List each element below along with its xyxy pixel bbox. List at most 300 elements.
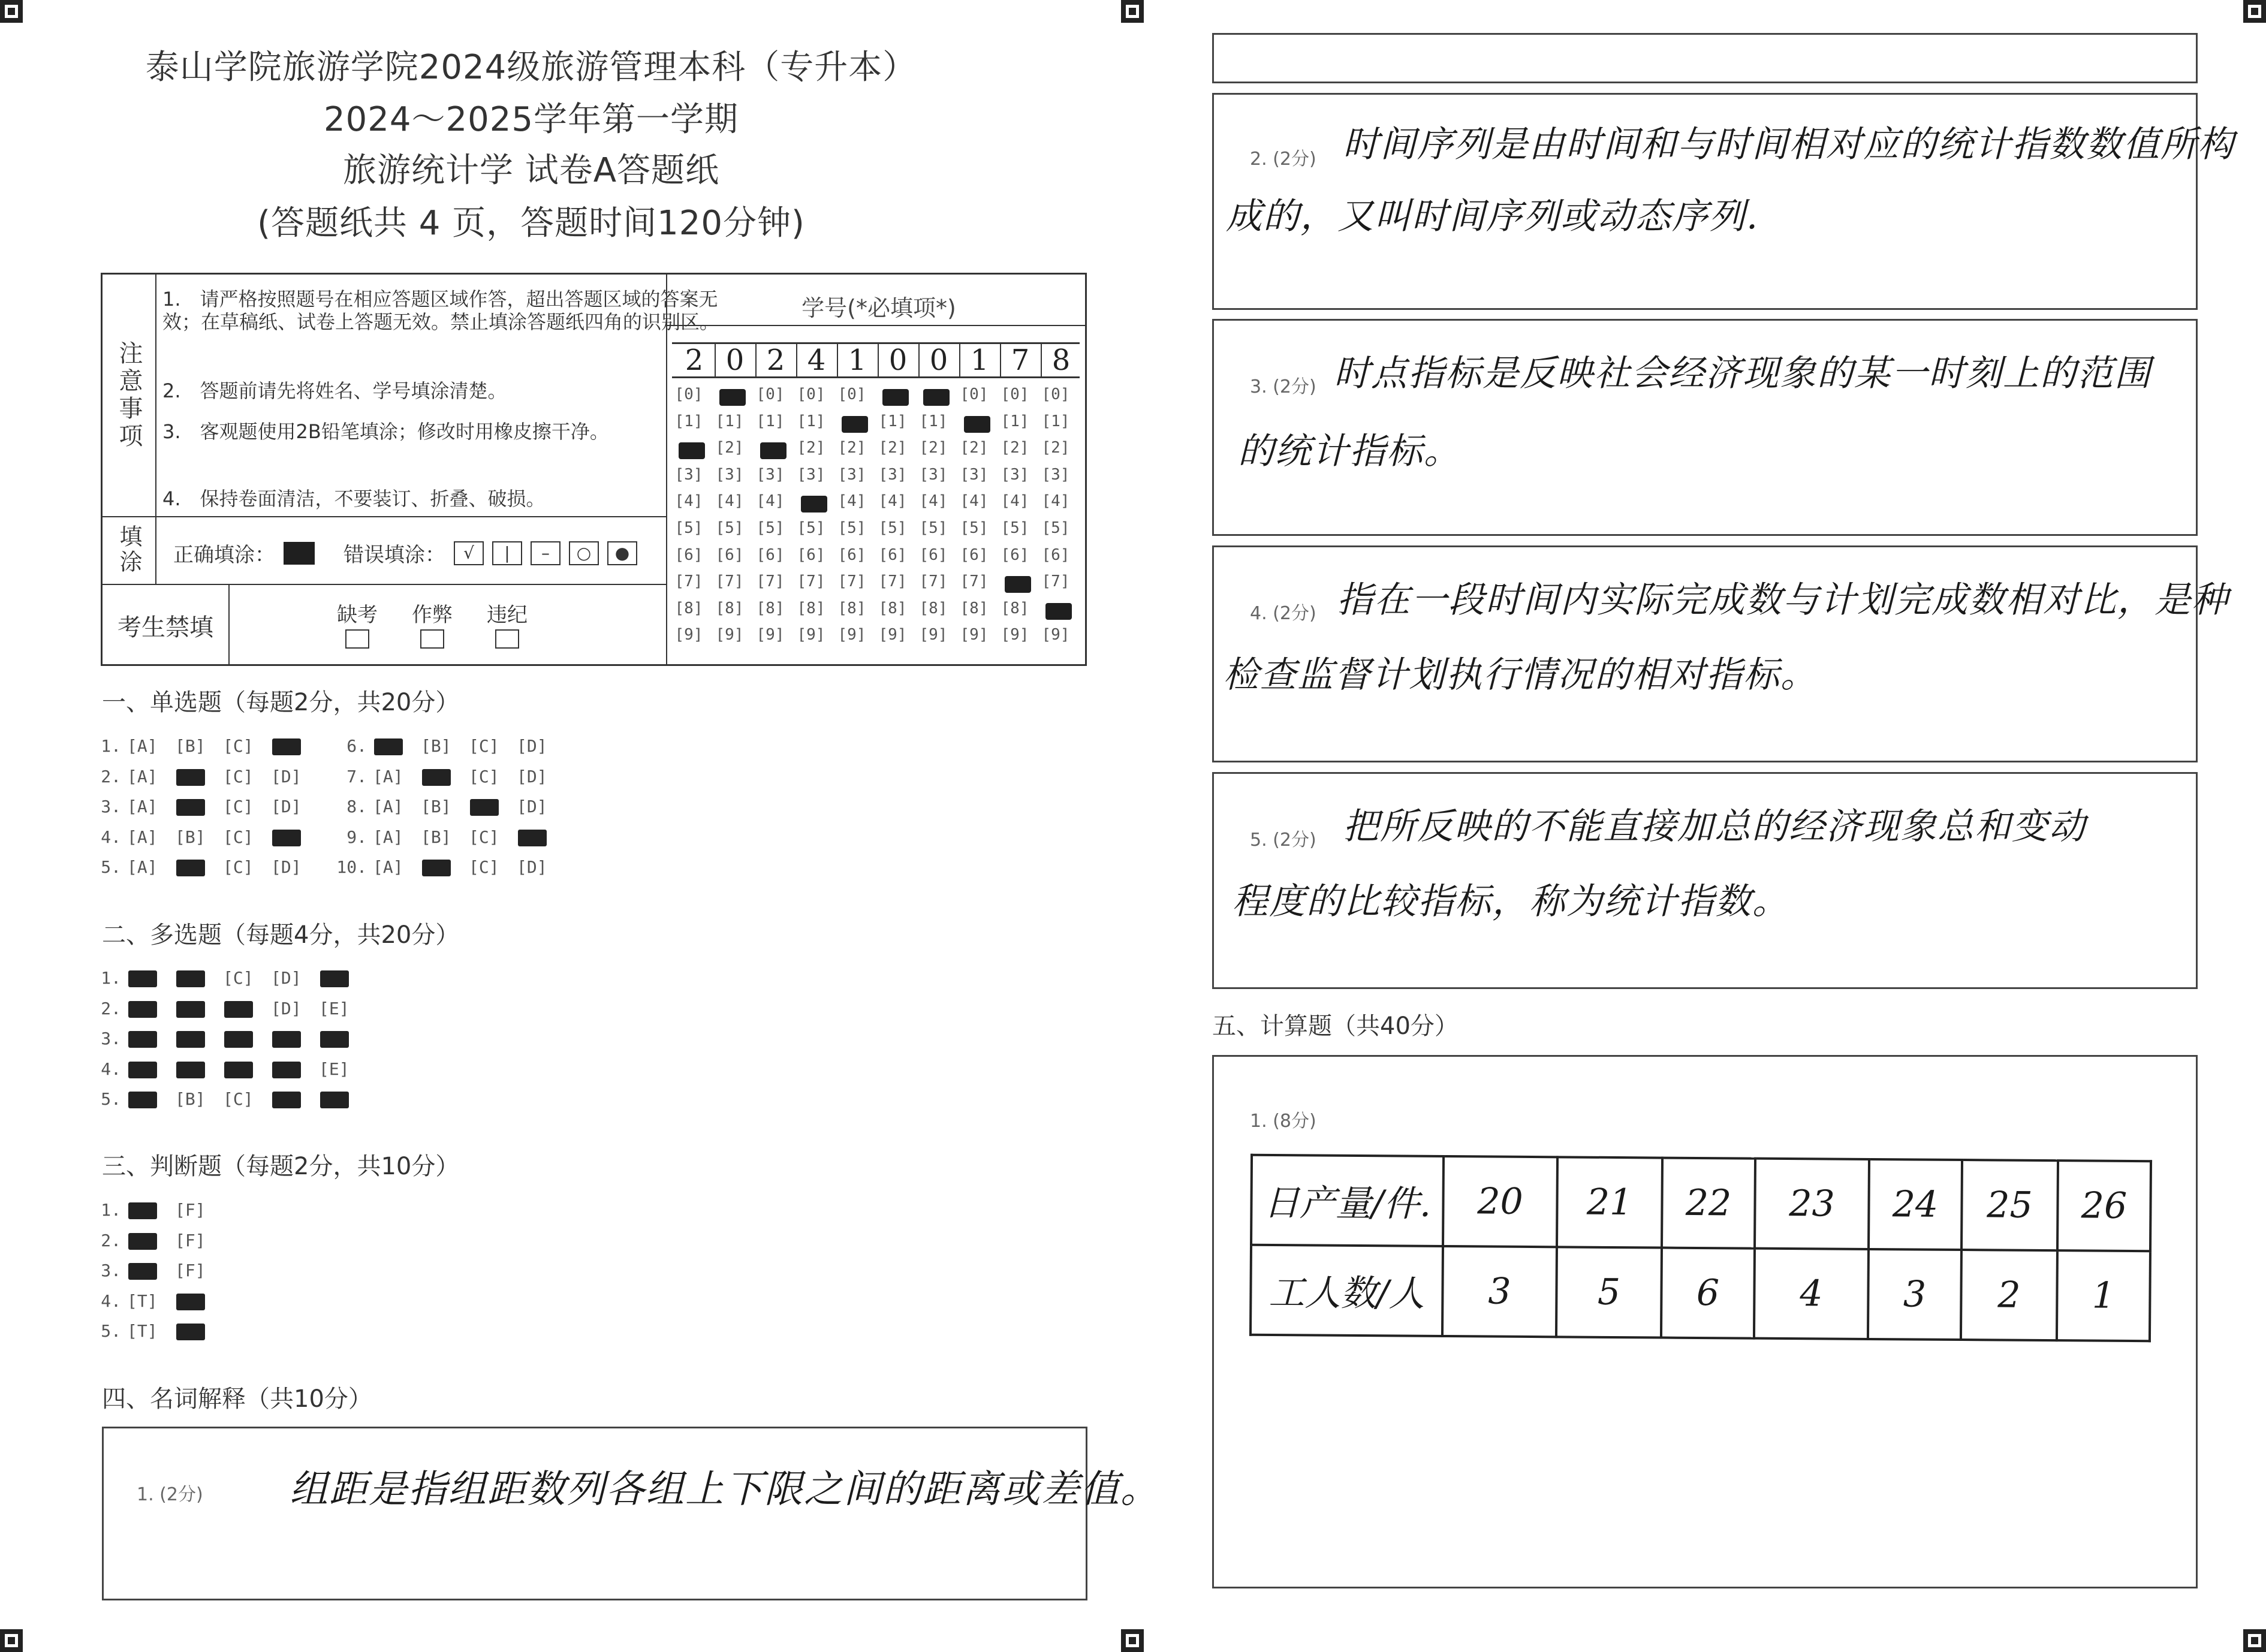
student-id-bubble[interactable]: [8] (797, 599, 825, 617)
answer-bubble[interactable]: [D] (517, 736, 547, 756)
table-cell: 4 (1754, 1249, 1869, 1339)
answer-bubble[interactable] (271, 827, 319, 847)
student-id-bubble[interactable]: [4] (919, 492, 948, 511)
student-id-bubble[interactable]: [8] (960, 599, 989, 617)
corner-marker-top-right (2243, 0, 2266, 23)
question-row (90, 736, 319, 756)
student-id-bubble[interactable]: [5] (756, 519, 785, 537)
question-number: 2. (101, 766, 121, 786)
divider (1041, 342, 1042, 376)
answer-bubble[interactable]: [A] (127, 857, 158, 877)
student-id-bubble[interactable]: [8] (674, 599, 703, 617)
answer-bubble[interactable]: [C] (469, 827, 499, 847)
student-id-bubble[interactable]: [1] (797, 412, 825, 430)
correct-fill-mark (284, 542, 315, 565)
table-cell: 23 (1755, 1159, 1869, 1249)
answer-bubble[interactable] (127, 1200, 175, 1220)
answer-bubble[interactable]: [D] (517, 797, 547, 816)
question-row (90, 1321, 223, 1341)
question-number: 3. (101, 797, 121, 816)
question-number: 2. (101, 1230, 121, 1250)
question-number: 5. (101, 1321, 121, 1341)
student-id-bubble[interactable]: [3] (878, 465, 907, 484)
question-row (90, 1200, 223, 1220)
wrong-mark-dot: ● (607, 541, 637, 565)
student-id-bubble[interactable]: [2] (797, 439, 825, 457)
term-q5-answer-line-2: 程度的比较指标，称为统计指数。 (1232, 881, 1789, 923)
term-q1-label: 1. (2分) (137, 1484, 203, 1505)
notice-item-1: 1. 请严格按照题号在相应答题区域作答，超出答题区域的答案无效；在草稿纸、试卷上答题无效。禁止填涂答题纸四角的识别区。 (162, 288, 719, 333)
wrong-mark-circle: ○ (569, 541, 599, 565)
corner-marker-bottom-left (0, 1629, 23, 1652)
student-id-bubble[interactable]: [3] (1041, 465, 1070, 484)
question-number: 1. (101, 968, 121, 988)
student-id-digit[interactable]: 1 (970, 343, 989, 377)
student-id-bubble[interactable]: [3] (674, 465, 703, 484)
exam-title-line-2: 2024～2025学年第一学期 (323, 100, 739, 139)
student-id-bubble[interactable]: [2] (878, 439, 907, 457)
answer-bubble[interactable]: [C] (469, 857, 499, 877)
student-id-bubble[interactable]: [3] (960, 465, 989, 484)
student-id-bubble[interactable]: [3] (919, 465, 948, 484)
section-title-terms: 四、名词解释（共10分） (102, 1385, 372, 1413)
student-id-bubble[interactable]: [7] (715, 572, 744, 591)
answer-sheet-header-box (101, 273, 1087, 666)
answer-bubble[interactable]: [C] (223, 797, 254, 816)
answer-bubble[interactable] (421, 857, 469, 877)
student-id-bubble[interactable] (669, 439, 709, 457)
answer-bubble[interactable]: [C] (223, 827, 254, 847)
wrong-mark-check: √ (454, 541, 484, 565)
answer-bubble[interactable] (271, 1029, 319, 1048)
answer-bubble[interactable]: [T] (127, 1321, 158, 1341)
term-answer-box-1[interactable] (102, 1427, 1160, 1600)
student-id-bubble[interactable]: [2] (960, 439, 989, 457)
divider (755, 342, 757, 376)
student-id-bubble[interactable]: [7] (878, 572, 907, 591)
answer-bubble[interactable]: [D] (517, 766, 547, 786)
answer-bubble[interactable]: [A] (373, 766, 403, 786)
wrong-mark-bar: | (492, 541, 522, 565)
student-id-bubble[interactable]: [9] (1041, 626, 1070, 644)
student-id-bubble[interactable]: [8] (1001, 599, 1029, 617)
answer-bubble[interactable]: [F] (175, 1261, 206, 1280)
question-row (90, 1089, 367, 1109)
answer-bubble[interactable] (373, 736, 421, 756)
answer-bubble[interactable] (175, 968, 223, 988)
answer-bubble[interactable]: [D] (271, 857, 302, 877)
student-id-bubble[interactable]: [4] (674, 492, 703, 511)
student-id-bubble[interactable]: [5] (1041, 519, 1070, 537)
student-id-bubble[interactable]: [8] (837, 599, 866, 617)
wrong-fill-label: 错误填涂： (343, 543, 445, 567)
student-id-bubble[interactable]: [6] (837, 545, 866, 564)
answer-bubble[interactable]: [D] (271, 998, 302, 1018)
question-row (90, 1291, 223, 1311)
wrong-mark-dash: – (531, 541, 561, 565)
student-id-bubble[interactable]: [8] (715, 599, 744, 617)
student-id-bubble[interactable]: [6] (878, 545, 907, 564)
student-id-digit[interactable]: 0 (725, 343, 745, 377)
student-id-bubble[interactable]: [0] (797, 385, 825, 403)
answer-bubble[interactable]: [A] (373, 857, 403, 877)
forbidden-absent-label: 缺考 (337, 603, 378, 627)
notice-item-3: 3. 客观题使用2B铅笔填涂；修改时用橡皮擦干净。 (162, 420, 609, 443)
student-id-bubble[interactable]: [5] (919, 519, 948, 537)
student-id-bubble[interactable]: [0] (960, 385, 989, 403)
student-id-bubble[interactable]: [2] (715, 439, 744, 457)
question-number: 2. (101, 998, 121, 1018)
table-cell: 24 (1869, 1159, 1962, 1250)
forbidden-label: 考生禁填 (117, 613, 213, 641)
question-number: 5. (101, 857, 121, 877)
term-answer-box-3[interactable] (1212, 319, 2198, 536)
divider (1000, 342, 1001, 376)
frequency-table (1249, 1154, 2152, 1342)
student-id-bubble[interactable]: [0] (1041, 385, 1070, 403)
answer-bubble[interactable]: [A] (127, 827, 158, 847)
section-title-single-choice: 一、单选题（每题2分，共20分） (102, 689, 460, 716)
student-id-digit[interactable]: 2 (766, 343, 785, 377)
divider (959, 342, 960, 376)
student-id-bubble[interactable]: [9] (715, 626, 744, 644)
student-id-bubble[interactable]: [1] (715, 412, 744, 430)
divider (103, 516, 666, 517)
student-id-digit[interactable]: 0 (888, 343, 908, 377)
student-id-bubble[interactable]: [9] (797, 626, 825, 644)
forbidden-cheat-checkbox[interactable] (420, 629, 444, 649)
answer-bubble[interactable]: [T] (127, 1291, 158, 1311)
answer-bubble[interactable] (223, 999, 271, 1018)
corner-marker-bottom-right (2243, 1629, 2266, 1652)
answer-bubble[interactable] (127, 1089, 175, 1109)
student-id-bubble[interactable]: [4] (715, 492, 744, 511)
student-id-bubble[interactable] (914, 385, 953, 403)
student-id-bubble[interactable]: [9] (1001, 626, 1029, 644)
term-q3-label: 3. (2分) (1250, 376, 1316, 397)
student-id-bubble[interactable]: [6] (674, 545, 703, 564)
divider (155, 275, 156, 584)
student-id-bubble[interactable]: [9] (919, 626, 948, 644)
question-number: 10. (336, 857, 367, 877)
table-cell: 6 (1661, 1248, 1755, 1339)
student-id-bubble[interactable]: [0] (674, 385, 703, 403)
student-id-bubble[interactable]: [0] (756, 385, 785, 403)
question-row (90, 1261, 223, 1280)
student-id-bubble[interactable]: [1] (878, 412, 907, 430)
question-row (336, 736, 565, 756)
term-q2-answer-line-1: 时间序列是由时间和与时间相对应的统计指数数值所构 (1343, 123, 2235, 165)
answer-bubble[interactable] (175, 857, 223, 877)
notice-item-2: 2. 答题前请先将姓名、学号填涂清楚。 (162, 379, 507, 402)
student-id-bubble[interactable] (791, 492, 831, 510)
question-number: 7. (346, 766, 367, 786)
answer-bubble[interactable] (175, 797, 223, 816)
student-id-digit[interactable]: 0 (929, 343, 948, 377)
answer-bubble[interactable]: [D] (517, 857, 547, 877)
student-id-bubble[interactable]: [8] (756, 599, 785, 617)
answer-bubble[interactable]: [F] (175, 1200, 206, 1220)
answer-bubble[interactable] (175, 1321, 223, 1341)
student-id-bubble[interactable]: [6] (756, 545, 785, 564)
student-id-bubble[interactable]: [8] (919, 599, 948, 617)
student-id-bubble[interactable]: [7] (674, 572, 703, 591)
student-id-bubble[interactable]: [7] (837, 572, 866, 591)
exam-title-line-1: 泰山学院旅游学院2024级旅游管理本科（专升本） (145, 48, 917, 87)
term-q3-answer-line-2: 的统计指标。 (1238, 430, 1461, 472)
student-id-bubble[interactable]: [6] (960, 545, 989, 564)
student-id-bubble[interactable]: [5] (960, 519, 989, 537)
student-id-bubble[interactable]: [5] (1001, 519, 1029, 537)
term-answer-box-5[interactable] (1212, 772, 2198, 989)
question-row (336, 767, 565, 786)
question-row (336, 827, 565, 847)
answer-bubble[interactable]: [D] (271, 797, 302, 816)
student-id-bubble[interactable]: [9] (837, 626, 866, 644)
student-id-bubble[interactable]: [5] (837, 519, 866, 537)
answer-bubble[interactable]: [C] (223, 766, 254, 786)
answer-bubble[interactable]: [B] (421, 736, 451, 756)
student-id-bubble[interactable] (873, 385, 912, 403)
question-number: 1. (101, 1200, 121, 1220)
student-id-bubble[interactable]: [7] (960, 572, 989, 591)
student-id-bubble[interactable]: [3] (715, 465, 744, 484)
answer-bubble[interactable] (517, 827, 565, 847)
student-id-bubble[interactable]: [6] (715, 545, 744, 564)
question-number: 1. (101, 736, 121, 756)
answer-bubble[interactable]: [A] (127, 797, 158, 816)
answer-bubble[interactable]: [C] (223, 857, 254, 877)
question-number: 5. (101, 1089, 121, 1109)
calc-q1-label: 1. (8分) (1250, 1111, 1316, 1132)
correct-fill-label: 正确填涂： (173, 543, 275, 567)
student-id-bubble[interactable]: [6] (797, 545, 825, 564)
question-row (90, 767, 319, 786)
student-id-bubble[interactable]: [7] (1041, 572, 1070, 591)
student-id-bubble[interactable]: [2] (1041, 439, 1070, 457)
fill-label: 填涂 (116, 524, 142, 575)
answer-bubble[interactable] (127, 1059, 175, 1079)
answer-bubble[interactable] (127, 1261, 175, 1280)
student-id-bubble[interactable]: [9] (756, 626, 785, 644)
forbidden-violation-label: 违纪 (487, 603, 528, 627)
answer-bubble[interactable]: [A] (127, 736, 158, 756)
student-id-digit[interactable]: 2 (685, 343, 704, 377)
answer-bubble[interactable] (175, 999, 223, 1018)
question-number: 4. (101, 1059, 121, 1079)
student-id-title: 学号(*必填项*) (801, 295, 956, 321)
student-id-bubble[interactable]: [5] (878, 519, 907, 537)
question-number: 4. (101, 827, 121, 847)
student-id-bubble[interactable]: [6] (1001, 545, 1029, 564)
student-id-bubble[interactable]: [7] (756, 572, 785, 591)
question-row (90, 968, 367, 988)
student-id-digit[interactable]: 4 (807, 343, 826, 377)
student-id-bubble[interactable] (832, 412, 872, 430)
student-id-bubble[interactable]: [4] (1001, 492, 1029, 511)
question-number: 8. (346, 797, 367, 816)
answer-bubble[interactable]: [B] (421, 827, 451, 847)
student-id-bubble[interactable]: [3] (837, 465, 866, 484)
student-id-bubble[interactable]: [3] (756, 465, 785, 484)
student-id-bubble[interactable]: [9] (674, 626, 703, 644)
student-id-digit[interactable]: 1 (848, 343, 867, 377)
divider (666, 325, 1086, 326)
student-id-bubble[interactable]: [7] (797, 572, 825, 591)
term-q3-answer-line-1: 时点指标是反映社会经济现象的某一时刻上的范围 (1334, 352, 2152, 394)
student-id-bubble[interactable] (995, 572, 1035, 590)
table-cell: 21 (1557, 1157, 1662, 1247)
student-id-bubble[interactable]: [9] (960, 626, 989, 644)
term-q5-answer-line-1: 把所反映的不能直接加总的经济现象总和变动 (1343, 806, 2086, 848)
student-id-bubble[interactable]: [0] (1001, 385, 1029, 403)
divider (918, 342, 920, 376)
answer-bubble[interactable]: [A] (373, 827, 403, 847)
table-cell: 5 (1556, 1247, 1662, 1337)
forbidden-violation-checkbox[interactable] (495, 629, 519, 649)
table-cell: 22 (1662, 1158, 1755, 1249)
student-id-bubble[interactable]: [2] (837, 439, 866, 457)
divider (878, 342, 879, 376)
divider (796, 342, 797, 376)
corner-marker-top-center (1121, 0, 1144, 23)
term-q2-label: 2. (2分) (1250, 149, 1316, 170)
student-id-bubble[interactable]: [9] (878, 626, 907, 644)
answer-bubble[interactable] (127, 1231, 175, 1250)
answer-bubble[interactable]: [C] (223, 736, 254, 756)
student-id-bubble[interactable]: [4] (837, 492, 866, 511)
answer-bubble[interactable] (319, 968, 367, 988)
table-cell: 3 (1442, 1246, 1557, 1337)
term-q2-answer-line-2: 成的，又叫时间序列或动态序列. (1226, 195, 1759, 237)
answer-bubble[interactable]: [B] (175, 827, 206, 847)
student-id-bubble[interactable]: [1] (674, 412, 703, 430)
term-answer-box-4[interactable] (1212, 545, 2229, 762)
term-q1-answer: 组距是指组距数列各组上下限之间的距离或差值。 (290, 1467, 1160, 1512)
question-row (90, 827, 319, 847)
student-id-bubble[interactable]: [4] (756, 492, 785, 511)
term-q4-label: 4. (2分) (1250, 603, 1316, 624)
notice-label: 注意事项 (115, 340, 143, 451)
student-id-bubble[interactable]: [1] (1001, 412, 1029, 430)
answer-bubble[interactable] (271, 736, 319, 756)
section-title-judge: 三、判断题（每题2分，共10分） (102, 1153, 460, 1180)
student-id-bubble[interactable]: [1] (919, 412, 948, 430)
table-cell: 26 (2057, 1160, 2151, 1251)
answer-bubble[interactable]: [E] (319, 1059, 349, 1079)
student-id-bubble[interactable] (751, 439, 790, 457)
answer-bubble[interactable]: [A] (373, 797, 403, 816)
student-id-bubble[interactable]: [5] (674, 519, 703, 537)
student-id-bubble[interactable]: [3] (797, 465, 825, 484)
student-id-bubble[interactable]: [3] (1001, 465, 1029, 484)
term-answer-box-top[interactable] (1212, 33, 2198, 83)
question-row (90, 999, 367, 1018)
answer-bubble[interactable]: [A] (127, 766, 158, 786)
question-number: 3. (101, 1261, 121, 1280)
student-id-digit[interactable]: 8 (1051, 343, 1071, 377)
student-id-bubble[interactable]: [2] (1001, 439, 1029, 457)
divider (103, 584, 666, 585)
answer-bubble[interactable] (469, 797, 517, 816)
fill-example-row (173, 538, 637, 568)
corner-marker-bottom-center (1121, 1629, 1144, 1652)
section-title-calc: 五、计算题（共40分） (1212, 1012, 1459, 1040)
answer-bubble[interactable] (271, 1089, 319, 1109)
answer-bubble[interactable]: [E] (319, 998, 349, 1018)
student-id-bubble[interactable] (1036, 599, 1075, 617)
answer-bubble[interactable] (127, 968, 175, 988)
answer-bubble[interactable]: [C] (469, 736, 499, 756)
answer-bubble[interactable] (319, 1029, 367, 1048)
answer-bubble[interactable] (175, 1059, 223, 1079)
student-id-bubble[interactable] (954, 412, 994, 430)
answer-bubble[interactable]: [D] (271, 968, 302, 988)
student-id-bubble[interactable]: [8] (878, 599, 907, 617)
forbidden-absent-checkbox[interactable] (345, 629, 369, 649)
student-id-bubble[interactable]: [5] (797, 519, 825, 537)
student-id-bubble[interactable]: [7] (919, 572, 948, 591)
term-q5-label: 5. (2分) (1250, 830, 1316, 851)
answer-bubble[interactable] (127, 1029, 175, 1048)
answer-bubble[interactable] (127, 999, 175, 1018)
student-id-digit[interactable]: 7 (1011, 343, 1030, 377)
answer-bubble[interactable]: [C] (223, 1089, 254, 1109)
divider (715, 342, 716, 376)
answer-bubble[interactable] (175, 767, 223, 786)
answer-bubble[interactable] (175, 1029, 223, 1048)
answer-bubble[interactable]: [F] (175, 1230, 206, 1250)
answer-bubble[interactable]: [B] (175, 736, 206, 756)
answer-bubble[interactable] (271, 1059, 319, 1079)
student-id-bubble[interactable]: [6] (919, 545, 948, 564)
student-id-bubble[interactable]: [5] (715, 519, 744, 537)
student-id-bubble[interactable]: [6] (1041, 545, 1070, 564)
term-q4-answer-line-2: 检查监督计划执行情况的相对指标。 (1223, 654, 1818, 696)
student-id-bubble[interactable] (710, 385, 749, 403)
answer-bubble[interactable]: [C] (469, 766, 499, 786)
question-row (90, 1231, 223, 1250)
answer-bubble[interactable]: [D] (271, 766, 302, 786)
student-id-bubble[interactable]: [0] (837, 385, 866, 403)
student-id-bubble[interactable]: [4] (878, 492, 907, 511)
answer-bubble[interactable]: [B] (421, 797, 451, 816)
question-row (90, 797, 319, 816)
question-number: 9. (346, 827, 367, 847)
answer-bubble[interactable]: [B] (175, 1089, 206, 1109)
student-id-bubble[interactable]: [4] (960, 492, 989, 511)
table-cell: 20 (1443, 1156, 1557, 1247)
table-row-output (1251, 1155, 2151, 1251)
student-id-bubble[interactable]: [2] (919, 439, 948, 457)
question-row (90, 1029, 367, 1048)
student-id-bubble[interactable]: [1] (756, 412, 785, 430)
answer-bubble[interactable] (319, 1089, 367, 1109)
section-title-multi-choice: 二、多选题（每题4分，共20分） (102, 921, 460, 949)
exam-title-line-4: (答题纸共 4 页，答题时间120分钟) (257, 204, 805, 243)
student-id-bubble[interactable]: [1] (1041, 412, 1070, 430)
answer-bubble[interactable] (175, 1291, 223, 1311)
answer-bubble[interactable] (223, 1029, 271, 1048)
question-number: 4. (101, 1291, 121, 1311)
answer-bubble[interactable] (421, 767, 469, 786)
answer-bubble[interactable]: [C] (223, 968, 254, 988)
student-id-bubble[interactable]: [4] (1041, 492, 1070, 511)
term-answer-box-2[interactable] (1212, 93, 2235, 310)
answer-bubble[interactable] (223, 1059, 271, 1079)
table-cell: 2 (1961, 1250, 2057, 1340)
corner-marker-top-left (0, 0, 23, 23)
